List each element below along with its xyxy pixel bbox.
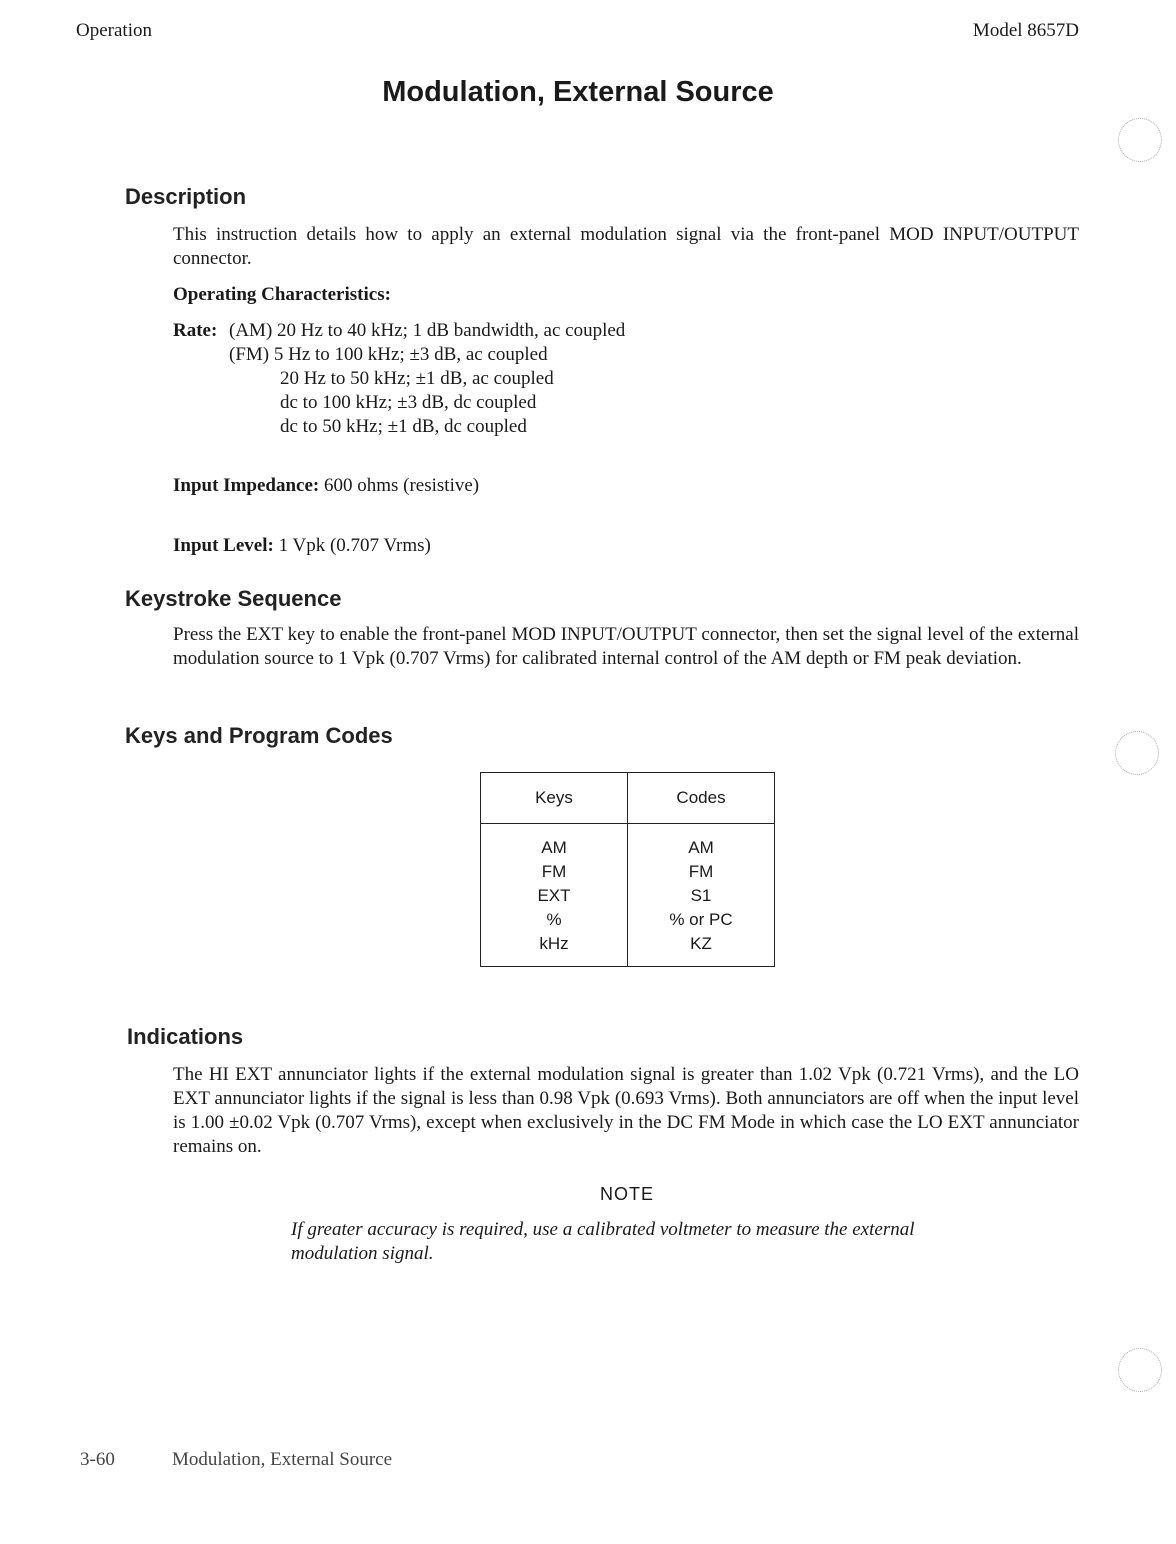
punch-hole [1118, 1348, 1162, 1392]
rate-label: Rate: [173, 320, 218, 341]
codes-column-header: Codes [628, 773, 775, 824]
header-model-label: Model 8657D [972, 20, 1079, 41]
operating-characteristics-label: Operating Characteristics: [173, 284, 391, 305]
keys-codes-table [480, 772, 775, 967]
rate-line: (FM) 5 Hz to 100 kHz; ±3 dB, ac coupled [229, 344, 548, 365]
rate-line: 20 Hz to 50 kHz; ±1 dB, ac coupled [280, 368, 554, 389]
note-text: If greater accuracy is required, use a calibrated voltmeter to measure the external modulation signal. [291, 1219, 915, 1264]
rate-line: dc to 50 kHz; ±1 dB, dc coupled [280, 416, 527, 437]
code-item: AM [688, 838, 714, 857]
page-title: Modulation, External Source [382, 76, 774, 108]
code-item: % or PC [669, 910, 733, 929]
indications-heading: Indications [127, 1024, 244, 1049]
codes-cell [628, 824, 775, 967]
input-impedance-line [173, 474, 479, 498]
key-item: kHz [539, 934, 569, 953]
key-item: % [546, 910, 562, 929]
footer-title: Modulation, External Source [172, 1449, 393, 1470]
keys-column-header: Keys [481, 773, 628, 824]
indications-text: The HI EXT annunciator lights if the external modulation signal is greater than 1.02 Vpk (0.721 Vrms), and the LO EXT annunciator lights if the signal is less than 0.98 Vpk (0.693 Vrms). Both annunciators are off when the input level is 1.00 ±0.02 Vpk (0.707 Vrms), except when exclusively in the DC FM Mode in which case the LO EXT annunciator remains on. [173, 1064, 1079, 1157]
note-label: NOTE [599, 1184, 654, 1204]
input-level-line [173, 534, 431, 558]
keystroke-heading: Keystroke Sequence [125, 586, 342, 611]
description-text: This instruction details how to apply an external modulation signal via the front-panel MOD INPUT/OUTPUT connector. [173, 224, 1079, 269]
description-heading: Description [125, 184, 247, 209]
input-impedance-label: Input Impedance: [173, 475, 320, 496]
key-item: EXT [537, 886, 571, 905]
code-item: FM [688, 862, 714, 881]
header-section-label: Operation [76, 20, 152, 41]
key-item: AM [541, 838, 567, 857]
rate-block [173, 319, 873, 439]
punch-hole [1118, 118, 1162, 162]
keys-cell [481, 824, 628, 967]
input-impedance-value: 600 ohms (resistive) [323, 475, 480, 496]
keys-heading: Keys and Program Codes [125, 723, 393, 748]
input-level-label: Input Level: [173, 535, 274, 556]
footer-page-number: 3-60 [80, 1449, 115, 1470]
keystroke-text: Press the EXT key to enable the front-panel MOD INPUT/OUTPUT connector, then set the signal level of the external modulation source to 1 Vpk (0.707 Vrms) for calibrated internal control of the AM depth or FM peak deviation. [173, 624, 1079, 669]
code-item: S1 [690, 886, 712, 905]
key-item: FM [541, 862, 567, 881]
punch-hole [1115, 731, 1159, 775]
rate-line: dc to 100 kHz; ±3 dB, dc coupled [280, 392, 537, 413]
code-item: KZ [690, 934, 712, 953]
rate-line: (AM) 20 Hz to 40 kHz; 1 dB bandwidth, ac coupled [229, 320, 626, 341]
input-level-value: 1 Vpk (0.707 Vrms) [278, 535, 431, 556]
